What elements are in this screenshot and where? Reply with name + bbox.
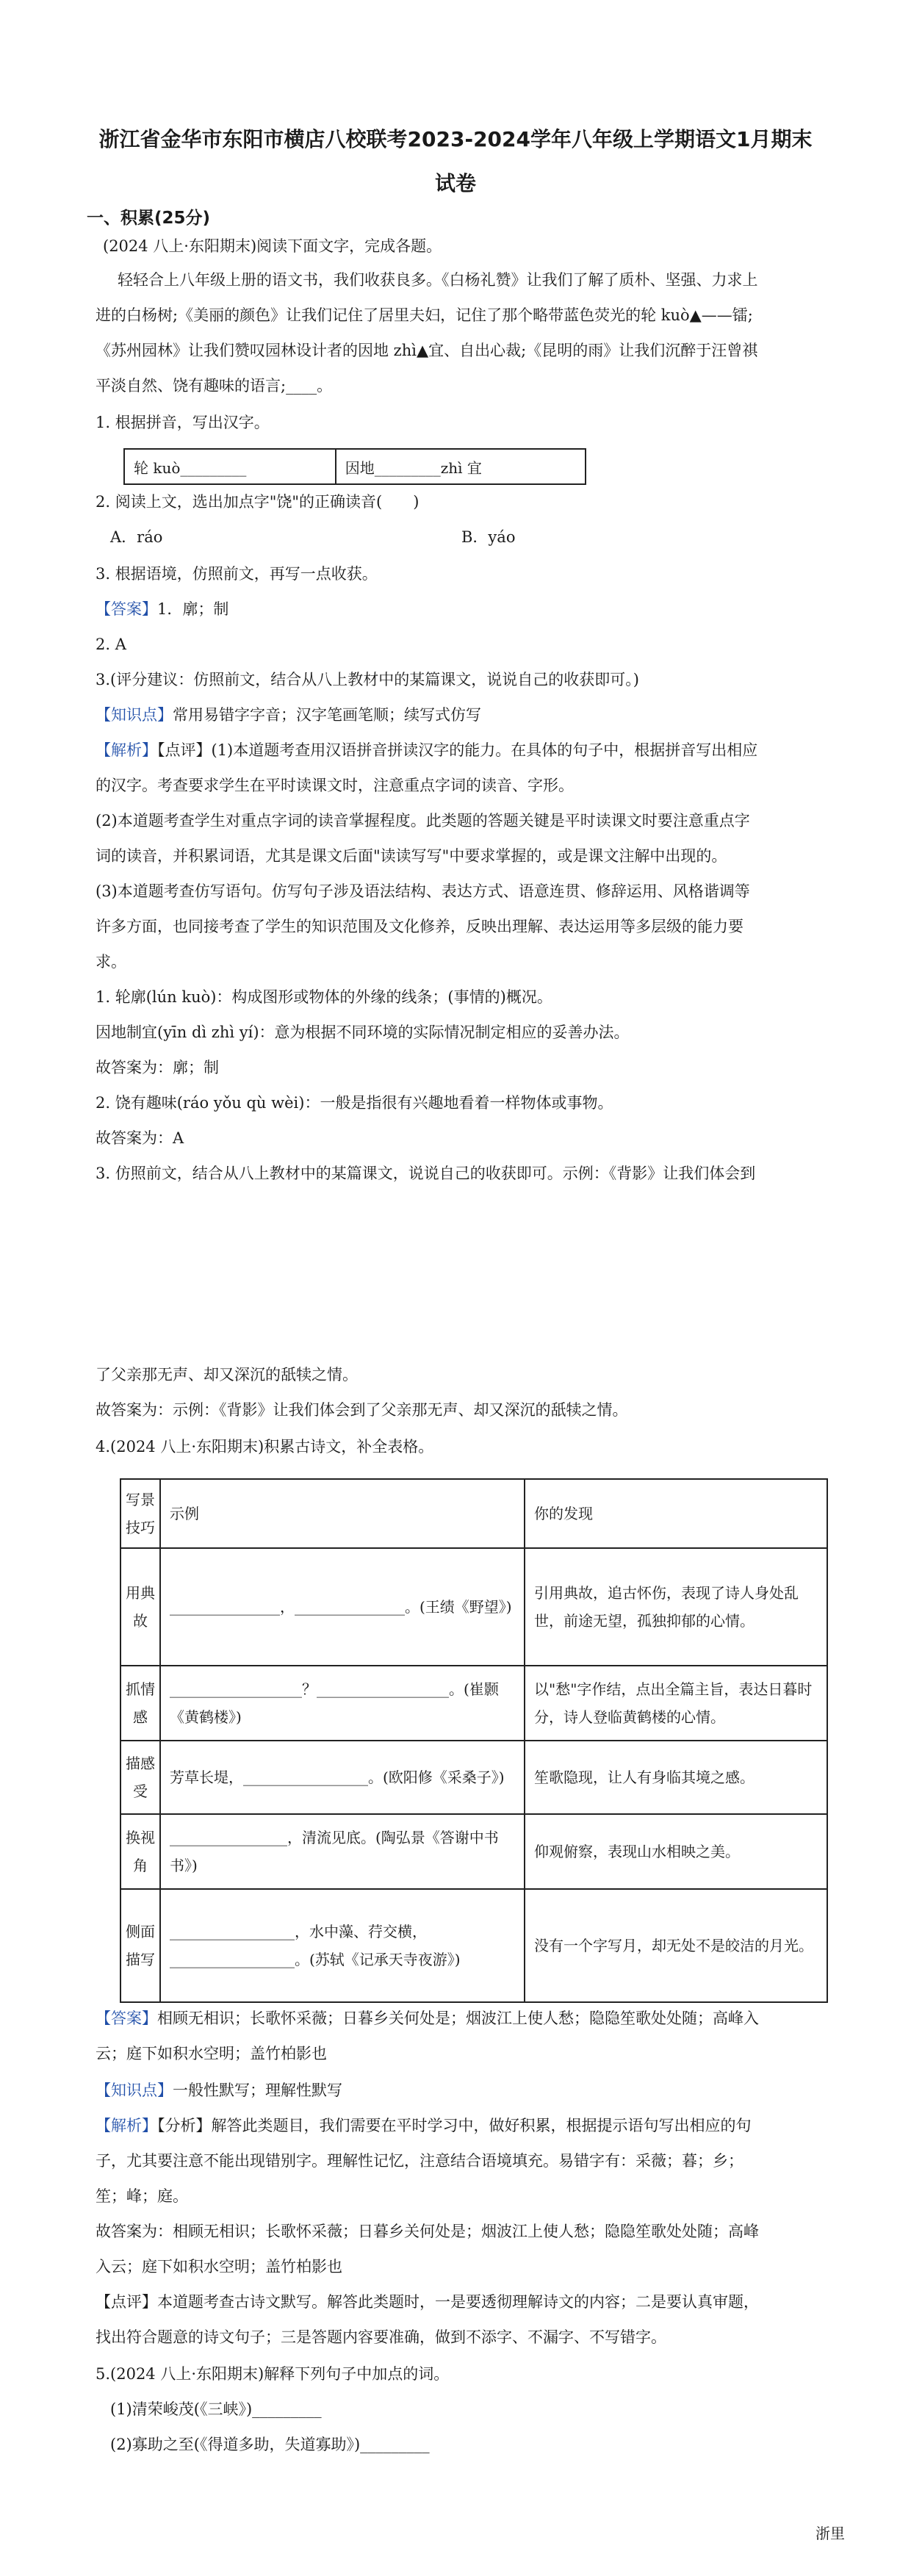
answer-text: 1．廓；制 — [157, 600, 229, 618]
pinyin-table — [123, 448, 586, 485]
passage-line: 轻轻合上八年级上册的语文书，我们收获良多。《白杨礼赞》让我们了解了质朴、坚强、力求上 — [118, 271, 758, 289]
knowledge-text: 常用易错字字音；汉字笔画笔顺；续写式仿写 — [173, 706, 481, 724]
knowledge-tag: 【知识点】 — [96, 706, 173, 724]
answer-line: 云；庭下如积水空明；盖竹柏影也 — [96, 2045, 327, 2062]
section-heading: 一、积累(25分) — [87, 209, 211, 228]
comment-line: 【点评】本道题考查古诗文默写。解答此类题时，一是要透彻理解诗文的内容；二是要认真审题， — [96, 2293, 759, 2311]
analysis-line: 子，尤其要注意不能出现错别字。理解性记忆，注意结合语境填充。易错字有：采薇；暮；乡； — [96, 2152, 743, 2170]
question-1: 1. 根据拼音，写出汉字。 — [96, 414, 270, 431]
table-cell: 引用典故，追古怀伤，表现了诗人身处乱世，前途无望，孤独抑郁的心情。 — [525, 1548, 827, 1666]
page-footer: 浙里 — [815, 2525, 845, 2542]
answer-tag: 【答案】 — [96, 600, 157, 618]
table-cell: 仰观俯察，表现山水相映之美。 — [525, 1814, 827, 1889]
answer-line: 3.(评分建议：仿照前文，结合从八上教材中的某篇课文，说说自己的收获即可。) — [96, 671, 639, 688]
knowledge-line — [96, 704, 823, 726]
table-cell: 没有一个字写月，却无处不是皎洁的月光。 — [525, 1889, 827, 2002]
question-4: 4.(2024 八上·东阳期末)积累古诗文，补全表格。 — [96, 1438, 434, 1456]
table-cell: 换视角 — [120, 1814, 160, 1889]
table-cell: 用典故 — [120, 1548, 160, 1666]
answer-line: 2. A — [96, 636, 126, 653]
explain-line: 入云；庭下如积水空明；盖竹柏影也 — [96, 2258, 342, 2275]
analysis-line: 笙；峰；庭。 — [96, 2187, 188, 2205]
pinyin-cell: 因地_________zhì 宜 — [336, 449, 586, 484]
pinyin-cell: 轮 kuò_________ — [124, 449, 336, 484]
table-cell: 侧面描写 — [120, 1889, 160, 2002]
analysis-line — [96, 2115, 823, 2137]
table-cell: 笙歌隐现，让人有身临其境之感。 — [525, 1741, 827, 1814]
table-cell: 芳草长堤，_________________。(欧阳修《采桑子》) — [160, 1741, 525, 1814]
answer-text: 相顾无相识；长歌怀采薇；日暮乡关何处是；烟波江上使人愁；隐隐笙歌处处随；高峰入 — [157, 2010, 759, 2027]
question-2: 2. 阅读上文，选出加点字"饶"的正确读音( ) — [96, 493, 420, 511]
question-3: 3. 根据语境，仿照前文，再写一点收获。 — [96, 565, 378, 583]
question-5-item: (2)寡助之至(《得道多助，失道寡助》)_________ — [110, 2436, 430, 2453]
explain-line: 故答案为：示例：《背影》让我们体会到了父亲那无声、却又深沉的舐犊之情。 — [96, 1401, 628, 1419]
doc-title-line2: 试卷 — [434, 171, 476, 195]
answer-line — [96, 598, 823, 620]
table-header-cell: 示例 — [160, 1479, 525, 1548]
analysis-text: 【点评】(1)本道题考查用汉语拼音拼读汉字的能力。在具体的句子中，根据拼音写出相应 — [157, 741, 758, 759]
analysis-line: 词的读音，并积累词语，尤其是课文后面"读读写写"中要求掌握的，或是课文注解中出现的。 — [96, 847, 727, 865]
knowledge-text: 一般性默写；理解性默写 — [173, 2082, 342, 2099]
comment-line: 找出符合题意的诗文句子；三是答题内容要准确，做到不添字、不漏字、不写错字。 — [96, 2328, 666, 2346]
explain-line: 1. 轮廓(lún kuò)：构成图形或物体的外缘的线条；(事情的)概况。 — [96, 988, 552, 1006]
explain-line: 因地制宜(yīn dì zhì yí)：意为根据不同环境的实际情况制定相应的妥善办法。 — [96, 1023, 630, 1041]
table-cell: 抓情感 — [120, 1666, 160, 1741]
analysis-line: (2)本道题考查学生对重点字词的读音掌握程度。此类题的答题关键是平时读课文时要注意重点字 — [96, 812, 750, 830]
question-5-item: (1)清荣峻茂(《三峡》)_________ — [110, 2400, 322, 2418]
explain-line: 了父亲那无声、却又深沉的舐犊之情。 — [96, 1366, 358, 1384]
explain-line: 2. 饶有趣味(ráo yǒu qù wèi)：一般是指很有兴趣地看着一样物体或事物。 — [96, 1094, 613, 1112]
passage-line: 《苏州园林》让我们赞叹园林设计者的因地 zhì▲宜、自出心裁;《昆明的雨》让我们沉醉于汪曾祺 — [96, 342, 758, 359]
doc-title-line1: 浙江省金华市东阳市横店八校联考2023-2024学年八年级上学期语文1月期末 — [98, 127, 813, 151]
passage-line: 进的白杨树;《美丽的颜色》让我们记住了居里夫妇，记住了那个略带蓝色荧光的轮 kuò▲——镭; — [96, 306, 753, 324]
analysis-text: 【分析】解答此类题目，我们需要在平时学习中，做好积累，根据提示语句写出相应的句 — [157, 2117, 752, 2134]
table-cell: _________________，水中藻、荇交横，_________________。(苏轼《记承天寺夜游》) — [160, 1889, 525, 2002]
knowledge-tag: 【知识点】 — [96, 2082, 173, 2099]
option-a: A．ráo — [110, 528, 163, 546]
knowledge-line — [96, 2079, 823, 2101]
analysis-tag: 【解析】 — [96, 741, 157, 759]
table-cell: _______________，_______________。(王绩《野望》) — [160, 1548, 525, 1666]
explain-line: 故答案为：相顾无相识；长歌怀采薇；日暮乡关何处是；烟波江上使人愁；隐隐笙歌处处随；高峰 — [96, 2223, 759, 2240]
poetry-table — [120, 1478, 828, 2003]
answer-tag: 【答案】 — [96, 2010, 157, 2027]
table-cell: __________________？__________________。(崔颢《黄鹤楼》) — [160, 1666, 525, 1741]
explain-line: 3. 仿照前文，结合从八上教材中的某篇课文，说说自己的收获即可。示例：《背影》让我们体会到 — [96, 1165, 756, 1182]
analysis-line: 的汉字。考查要求学生在平时读课文时，注意重点字词的读音、字形。 — [96, 777, 574, 794]
table-cell: 描感受 — [120, 1741, 160, 1814]
explain-line: 故答案为：廓；制 — [96, 1059, 219, 1076]
passage-line: 平淡自然、饶有趣味的语言;____。 — [96, 377, 333, 395]
table-cell: 以"愁"字作结，点出全篇主旨，表达日暮时分，诗人登临黄鹤楼的心情。 — [525, 1666, 827, 1741]
option-b: B．yáo — [461, 528, 516, 546]
table-header-cell: 写景技巧 — [120, 1479, 160, 1548]
table-header-cell: 你的发现 — [525, 1479, 827, 1548]
analysis-line: (3)本道题考查仿写语句。仿写句子涉及语法结构、表达方式、语意连贯、修辞运用、风格谐调等 — [96, 882, 750, 900]
answer-line — [96, 2007, 823, 2029]
analysis-tag: 【解析】 — [96, 2117, 157, 2134]
analysis-line — [96, 739, 823, 761]
table-cell: ________________，清流见底。(陶弘景《答谢中书书》) — [160, 1814, 525, 1889]
explain-line: 故答案为：A — [96, 1129, 184, 1147]
intro-text: (2024 八上·东阳期末)阅读下面文字，完成各题。 — [103, 237, 442, 255]
analysis-line: 求。 — [96, 953, 126, 971]
question-5: 5.(2024 八上·东阳期末)解释下列句子中加点的词。 — [96, 2365, 450, 2383]
analysis-line: 许多方面，也同接考查了学生的知识范围及文化修养，反映出理解、表达运用等多层级的能力要 — [96, 918, 743, 935]
